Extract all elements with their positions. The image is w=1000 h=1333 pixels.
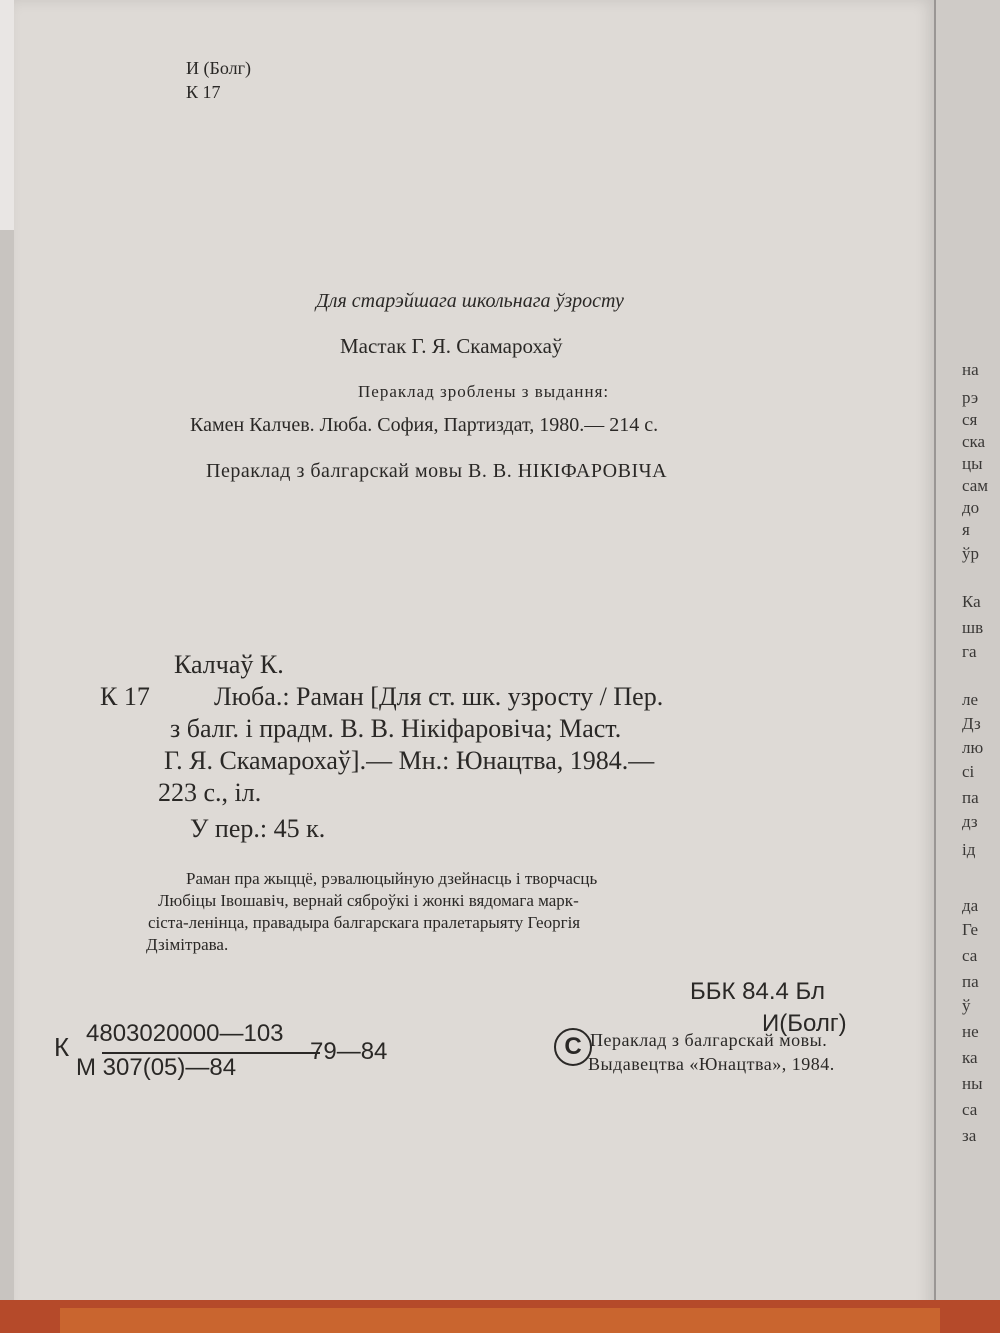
adjacent-page-fragment: ны [962,1074,983,1093]
adjacent-page-fragment: ўр [962,544,979,563]
adjacent-page-fragment: ле [962,690,979,709]
catalog-line-3: Г. Я. Скамарохаў].— Мн.: Юнацтва, 1984.— [164,746,655,775]
top-code-2: К 17 [186,82,221,102]
adjacent-page-fragment: па [962,788,979,807]
copyright-icon: C [554,1028,592,1066]
annotation-line-4: Дзімітрава. [146,935,229,954]
adjacent-page-fragment: дз [962,812,978,831]
adjacent-page-fragment: ід [962,840,976,859]
adjacent-page-fragment: сі [962,762,975,781]
cover-stripe [60,1308,940,1333]
catalog-code: К 17 [100,682,150,711]
adjacent-page-fragment: сам [962,476,989,495]
audience-line: Для старэйшага школьнага ўзросту [316,290,624,312]
catalog-line-2: з балг. і прадм. В. В. Нікіфаровіча; Маст. [170,714,622,743]
translator-line: Пераклад з балгарскай мовы В. В. НІКІФАРОВІЧА [206,460,668,482]
adjacent-page-fragment: ся [962,410,978,429]
adjacent-page-fragment: Ка [962,592,981,611]
illustrator-text: Мастак Г. Я. Скамарохаў [340,334,563,358]
adjacent-page-fragment: ў [962,996,971,1015]
catalog-line-1: Люба.: Раман [Для ст. шк. узросту / Пер. [214,682,664,711]
formula-suffix: 79—84 [310,1038,388,1065]
adjacent-page [936,0,1000,1333]
formula-denominator: М 307(05)—84 [76,1054,237,1081]
adjacent-page-fragment: га [962,642,977,661]
adjacent-page-fragment: са [962,1100,978,1119]
formula-numerator: 4803020000—103 [86,1020,284,1047]
top-code-1: И (Болг) [186,58,251,78]
adjacent-page-fragment: ска [962,432,986,451]
annotation-line-2: Любіцы Івошавіч, вернай сяброўкі і жонкі вядомага марк- [158,891,579,910]
book-cover-edge [0,1300,1000,1333]
catalog-price: У пер.: 45 к. [190,814,326,843]
adjacent-page-fragment: са [962,946,978,965]
bbk-sub: И(Болг) [762,1010,847,1037]
adjacent-page-fragment: не [962,1022,979,1041]
adjacent-page-fragment: да [962,896,979,915]
copyright-line-1: Пераклад з балгарскай мовы. [590,1030,828,1050]
adjacent-page-fragment: рэ [962,388,979,407]
book-page [14,0,934,1333]
illustrator-line [340,334,563,359]
adjacent-page-fragment: лю [962,738,984,757]
adjacent-page-fragment: за [962,1126,977,1145]
formula-letter: К [54,1032,70,1062]
adjacent-page-fragment: Дз [962,714,981,733]
copyright-line-2: Выдавецтва «Юнацтва», 1984. [588,1054,835,1074]
adjacent-page-fragment: Ге [962,920,979,939]
adjacent-page-fragment: я [962,520,970,539]
catalog-author: Калчаў К. [174,650,284,679]
adjacent-page-fragment: до [962,498,980,517]
annotation-line-1: Раман пра жыццё, рэвалюцыйную дзейнасць і творчасць [186,869,598,888]
catalog-line-4: 223 с., іл. [158,778,262,807]
translation-source-note: Пераклад зроблены з выдання: [358,382,610,401]
adjacent-page-fragment: шв [962,618,984,637]
adjacent-page-fragment: цы [962,454,983,473]
adjacent-page-fragment: ка [962,1048,978,1067]
bbk-code: ББК 84.4 Бл [690,978,826,1005]
original-edition: Камен Калчев. Люба. София, Партиздат, 1980.— 214 с. [190,414,659,436]
adjacent-page-fragment: на [962,360,979,379]
adjacent-page-fragment: па [962,972,979,991]
annotation-line-3: сіста-ленінца, правадыра балгарскага пралетарыяту Георгія [148,913,581,932]
